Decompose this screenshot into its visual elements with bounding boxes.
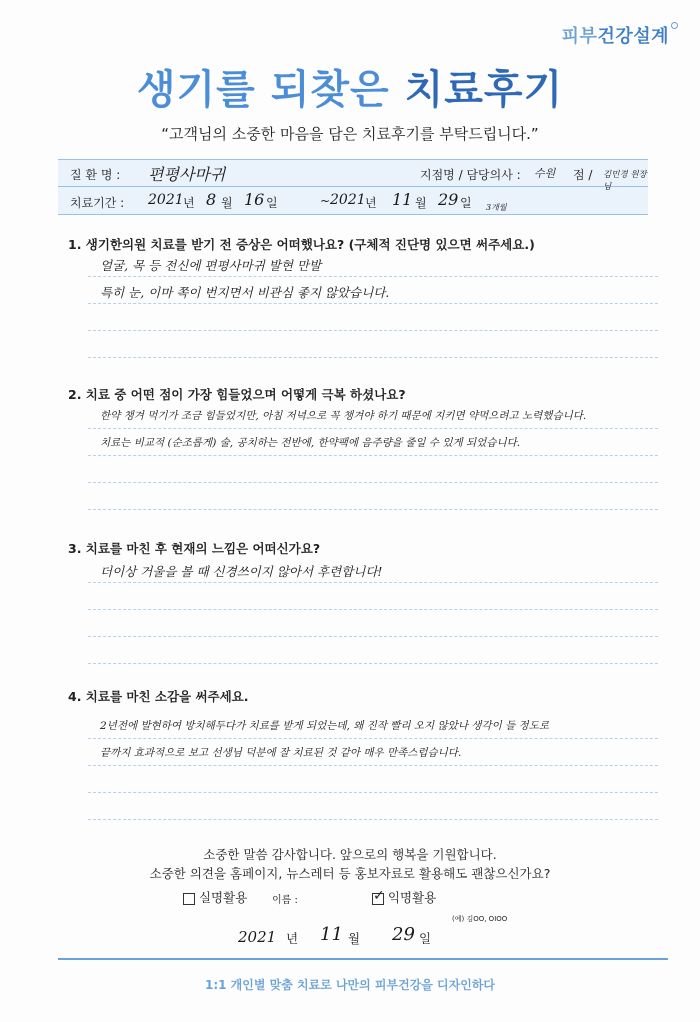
month-word: 월 — [415, 196, 427, 210]
thanks-line-1: 소중한 말씀 감사합니다. 앞으로의 행복을 기원합니다. — [203, 847, 497, 862]
answer-line — [88, 582, 658, 584]
answer-line — [88, 357, 658, 359]
answer-line — [88, 765, 658, 767]
day-word: 일 — [266, 196, 278, 210]
sign-month-word: 월 — [348, 931, 361, 946]
start-year: 2021 — [148, 192, 184, 208]
brand-prefix: 피부 — [561, 26, 598, 47]
start-day: 16 — [244, 190, 265, 209]
answer-line — [88, 792, 658, 794]
answer-1-line-1: 얼굴, 목 등 전신에 편평사마귀 발현 만발 — [100, 258, 322, 273]
brand-main: 건강설계 — [597, 26, 669, 47]
answer-line — [88, 276, 658, 278]
end-month: 11 — [392, 190, 413, 209]
period-label: 치료기간 : — [70, 196, 125, 210]
start-month: 8 — [206, 190, 217, 209]
thanks-line-2: 소중한 의견을 홈페이지, 뉴스레터 등 홍보자료로 활용해도 괜찮으신가요? — [149, 866, 551, 881]
disease-label: 질 환 명 : — [70, 168, 121, 182]
footer-divider — [58, 958, 668, 960]
name-example: (예) 김OO, OIOO — [452, 915, 508, 923]
question-1: 1. 생기한의원 치료를 받기 전 증상은 어떠했나요? (구체적 진단명 있으면 써주세요.) — [68, 237, 535, 252]
branch-value: 수원 — [534, 167, 556, 180]
answer-line — [88, 738, 658, 740]
name-label: 이름 : — [272, 895, 298, 906]
answer-line — [88, 330, 658, 332]
title-part1: 생기를 되찾은 — [136, 67, 405, 113]
answer-line — [88, 609, 658, 611]
divider — [58, 186, 648, 187]
divider — [58, 214, 648, 215]
real-name-checkbox[interactable] — [183, 893, 195, 905]
brand-logo — [562, 22, 678, 48]
sign-day: 29 — [392, 924, 415, 945]
branch-suffix: 점 / — [573, 168, 593, 182]
registered-mark-icon — [671, 22, 678, 29]
answer-line — [88, 428, 658, 430]
sign-day-word: 일 — [419, 931, 432, 946]
footer-slogan: 1:1 개인별 맞춤 치료로 나만의 피부건강을 디자인하다 — [205, 978, 495, 992]
anonymous-option[interactable] — [372, 888, 436, 906]
answer-3-line-1: 더이상 거울을 볼 때 신경쓰이지 않아서 후련합니다! — [100, 564, 383, 579]
answer-line — [88, 455, 658, 457]
year-word: 년 — [365, 196, 377, 210]
sign-month: 11 — [320, 924, 343, 945]
day-word: 일 — [460, 196, 472, 210]
question-3: 3. 치료를 마친 후 현재의 느낌은 어떠신가요? — [68, 541, 321, 556]
page-title — [0, 58, 700, 115]
title-part2: 치료후기 — [404, 67, 564, 113]
sign-year: 2021 — [238, 928, 277, 946]
answer-line — [88, 819, 658, 821]
question-4: 4. 치료를 마친 소감을 써주세요. — [68, 689, 249, 704]
question-2: 2. 치료 중 어떤 점이 가장 힘들었으며 어떻게 극복 하셨나요? — [68, 387, 406, 402]
branch-label: 지점명 / 담당의사 : — [420, 168, 521, 182]
sign-year-word: 년 — [286, 931, 299, 946]
end-year: 2021 — [330, 192, 366, 208]
answer-line — [88, 509, 658, 511]
doctor-value: 김민경 원장님 — [603, 170, 647, 192]
info-section — [58, 159, 648, 215]
answer-line — [88, 482, 658, 484]
answer-4-line-2: 끝까지 효과적으로 보고 선생님 덕분에 잘 치료된 것 같아 매우 만족스럽습니다. — [100, 747, 462, 759]
divider — [58, 159, 648, 160]
disease-value: 편평사마귀 — [148, 165, 226, 184]
answer-4-line-1: 2년전에 발현하여 방치해두다가 치료를 받게 되었는데, 왜 진작 빨리 오지 않았나 생각이 들 정도로 — [100, 720, 549, 732]
answer-line — [88, 303, 658, 305]
year-word: 년 — [183, 196, 195, 210]
page-subtitle: “고객님의 소중한 마음을 담은 치료후기를 부탁드립니다.” — [161, 125, 539, 143]
period-tilde: ~ — [320, 194, 331, 208]
duration: 3개월 — [486, 203, 507, 212]
real-name-option[interactable] — [183, 888, 247, 906]
answer-line — [88, 663, 658, 665]
answer-line — [88, 636, 658, 638]
real-name-label: 실명활용 — [198, 890, 248, 905]
end-day: 29 — [438, 190, 459, 209]
anonymous-checkbox[interactable] — [372, 887, 385, 905]
answer-2-line-2: 치료는 비교적 (순조롭게) 술, 공치하는 전반에, 한약팩에 음주량을 줄일 수 있게 되었습니다. — [100, 437, 521, 449]
answer-1-line-2: 특히 눈, 이마 쪽이 번지면서 비관심 좋지 않았습니다. — [100, 285, 390, 300]
anonymous-label: 익명활용 — [387, 890, 437, 905]
month-word: 월 — [221, 196, 233, 210]
check-mark-icon: ✓ — [373, 887, 385, 904]
answer-2-line-1: 한약 챙겨 먹기가 조금 힘들었지만, 아침 저녁으로 꼭 챙겨야 하기 때문에 지키면 약먹으려고 노력했습니다. — [100, 410, 587, 422]
